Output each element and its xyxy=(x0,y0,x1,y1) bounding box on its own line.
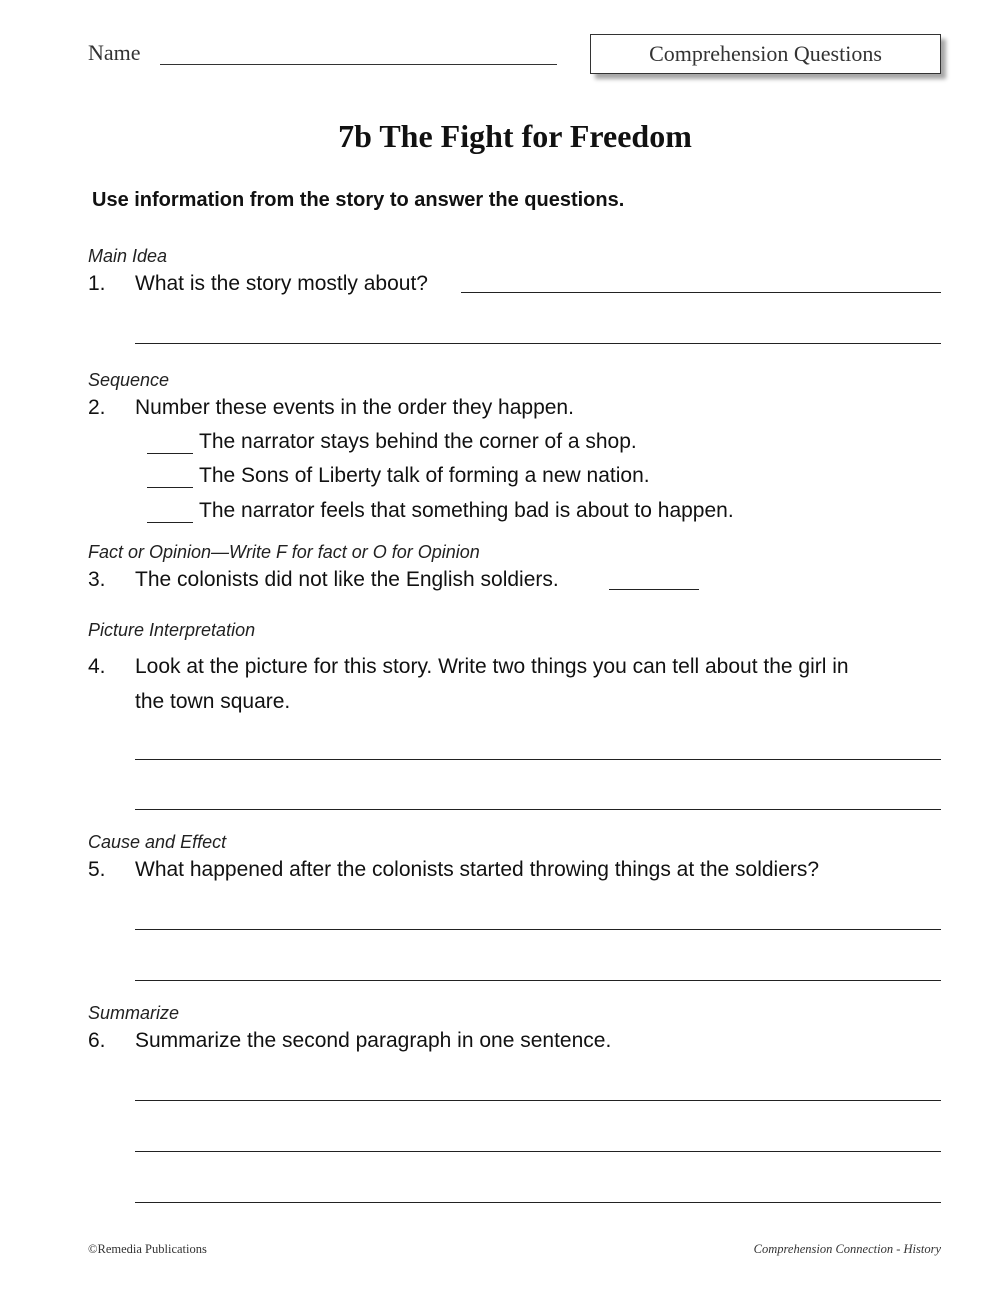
q1-answer-line-2[interactable] xyxy=(135,343,941,344)
q3-answer-blank[interactable] xyxy=(609,589,699,590)
q6-answer-line-2[interactable] xyxy=(135,1151,941,1152)
footer-series-title: Comprehension Connection - History xyxy=(753,1242,941,1256)
q3-number: 3. xyxy=(88,568,106,591)
section-tag-label: Comprehension Questions xyxy=(649,41,882,66)
q5-answer-line-1[interactable] xyxy=(135,929,941,930)
q2-event-2-blank[interactable] xyxy=(147,487,193,488)
name-answer-line[interactable] xyxy=(160,64,557,65)
q2-number: 2. xyxy=(88,396,106,419)
q1-answer-line-1[interactable] xyxy=(461,292,941,293)
q6-category: Summarize xyxy=(88,1003,180,1023)
q1-text: What is the story mostly about? xyxy=(135,272,428,295)
instructions: Use information from the story to answer the questions. xyxy=(92,189,625,211)
q2-event-1: The narrator stays behind the corner of a shop. xyxy=(199,430,637,453)
q3-category: Fact or Opinion—Write F for fact or O for Opinion xyxy=(88,542,480,562)
q3-text: The colonists did not like the English soldiers. xyxy=(135,568,559,591)
q6-text: Summarize the second paragraph in one sentence. xyxy=(135,1029,612,1052)
name-label: Name xyxy=(88,40,141,65)
section-tag xyxy=(590,34,941,74)
q2-event-3: The narrator feels that something bad is about to happen. xyxy=(199,499,734,522)
q1-number: 1. xyxy=(88,272,106,295)
q2-event-1-blank[interactable] xyxy=(147,453,193,454)
q4-answer-line-2[interactable] xyxy=(135,809,941,810)
q4-answer-line-1[interactable] xyxy=(135,759,941,760)
q2-category: Sequence xyxy=(88,370,170,390)
q4-text-line-2: the town square. xyxy=(135,690,291,713)
q4-number: 4. xyxy=(88,655,106,678)
q2-text: Number these events in the order they happen. xyxy=(135,396,574,419)
q5-answer-line-2[interactable] xyxy=(135,980,941,981)
q4-category: Picture Interpretation xyxy=(88,620,256,640)
q2-event-2: The Sons of Liberty talk of forming a new nation. xyxy=(199,464,650,487)
q6-answer-line-1[interactable] xyxy=(135,1100,941,1101)
footer-copyright: ©Remedia Publications xyxy=(88,1242,207,1256)
q5-number: 5. xyxy=(88,858,106,881)
q5-category: Cause and Effect xyxy=(88,832,227,852)
q1-category: Main Idea xyxy=(88,246,168,266)
q6-number: 6. xyxy=(88,1029,106,1052)
q2-event-3-blank[interactable] xyxy=(147,522,193,523)
q6-answer-line-3[interactable] xyxy=(135,1202,941,1203)
q4-text-line-1: Look at the picture for this story. Write two things you can tell about the girl in xyxy=(135,655,849,678)
q5-text: What happened after the colonists started throwing things at the soldiers? xyxy=(135,858,820,881)
page-title: 7b The Fight for Freedom xyxy=(338,118,692,154)
